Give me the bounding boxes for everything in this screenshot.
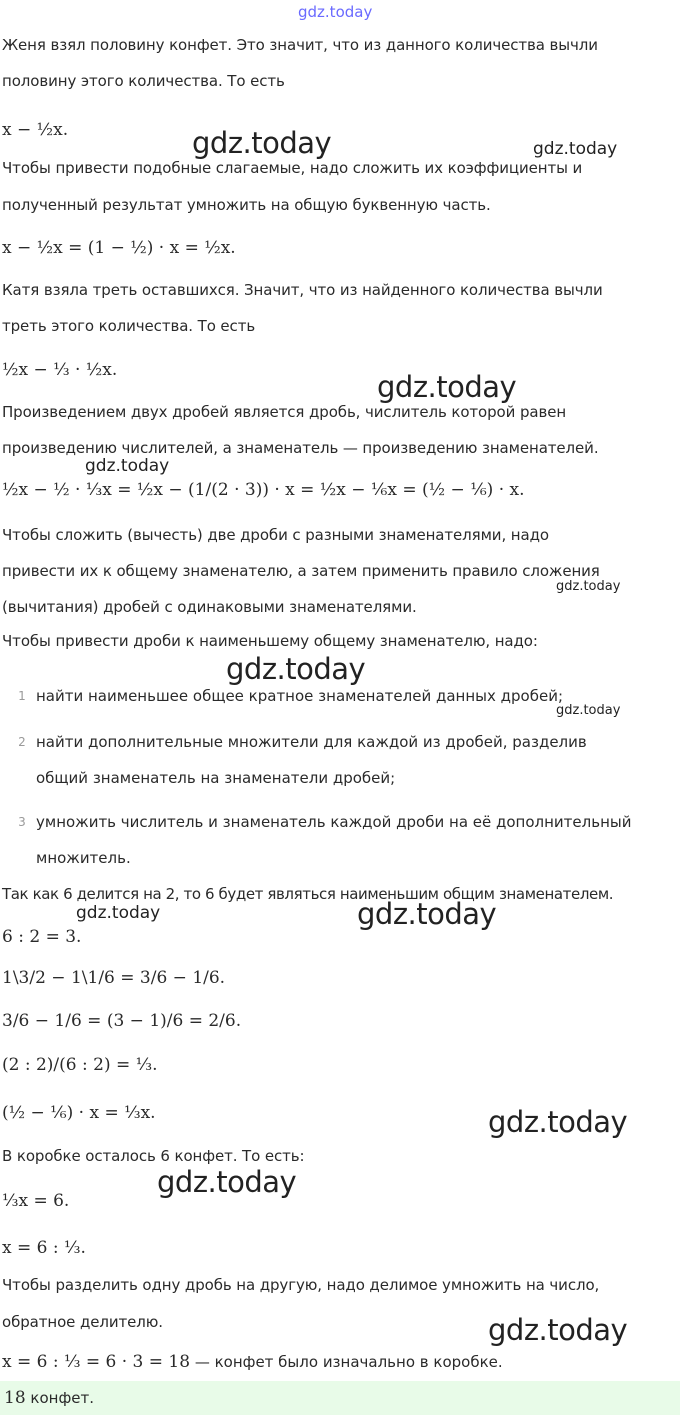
step-text: найти наименьшее общее кратное знаменателей данных дробей; [36, 687, 563, 705]
math-line-7: 3/6 − 1/6 = (3 − 1)/6 = 2/6. [2, 1011, 242, 1031]
paragraph-1-line-2: половину этого количества. То есть [2, 72, 285, 90]
step-text-continuation: общий знаменатель на знаменатели дробей; [36, 769, 396, 787]
watermark: gdz.today [192, 126, 332, 160]
math-line-2: x − ½x = (1 − ½) · x = ½x. [2, 238, 236, 258]
math-line-4: ½x − ½ · ⅓x = ½x − (1/(2 · 3)) · x = ½x − ⅙x = (½ − ⅙) · x. [2, 480, 525, 500]
paragraph-1-line-1: Женя взял половину конфет. Это значит, что из данного количества вычли [2, 36, 598, 54]
answer-number: 18 [4, 1388, 26, 1408]
math-line-3: ½x − ⅓ · ½x. [2, 360, 118, 380]
math-line-5: 6 : 2 = 3. [2, 927, 82, 947]
paragraph-4-line-1: Произведением двух дробей является дробь, числитель которой равен [2, 403, 567, 421]
math-line-8: (2 : 2)/(6 : 2) = ⅓. [2, 1055, 158, 1075]
math-tail-text: — конфет было изначально в коробке. [190, 1353, 503, 1371]
paragraph-4-line-2: произведению числителей, а знаменатель — произведению знаменателей. [2, 439, 599, 457]
answer [4, 1388, 94, 1408]
paragraph-5-line-3: (вычитания) дробей с одинаковыми знаменателями. [2, 598, 417, 616]
watermark: gdz.today [488, 1105, 628, 1139]
step-number: 2 [18, 735, 26, 749]
paragraph-8: В коробке осталось 6 конфет. То есть: [2, 1147, 305, 1165]
math-line-12 [2, 1352, 503, 1372]
watermark: gdz.today [85, 456, 170, 476]
step-text-continuation: множитель. [36, 849, 131, 867]
paragraph-7: Так как 6 делится на 2, то 6 будет являться наименьшим общим знаменателем. [2, 885, 614, 903]
paragraph-5-line-1: Чтобы сложить (вычесть) две дроби с разными знаменателями, надо [2, 526, 549, 544]
paragraph-9-line-1: Чтобы разделить одну дробь на другую, надо делимое умножить на число, [2, 1276, 600, 1294]
paragraph-2-line-2: полученный результат умножить на общую буквенную часть. [2, 196, 491, 214]
math-line-9: (½ − ⅙) · x = ⅓x. [2, 1103, 156, 1123]
math-expression: x = 6 : ⅓ = 6 · 3 = 18 [2, 1352, 191, 1372]
watermark: gdz.today [226, 652, 366, 686]
watermark: gdz.today [76, 903, 161, 923]
watermark: gdz.today [556, 703, 621, 718]
watermark: gdz.today [157, 1165, 297, 1199]
paragraph-3-line-2: треть этого количества. То есть [2, 317, 256, 335]
math-line-10: ⅓x = 6. [2, 1191, 70, 1211]
step-text: найти дополнительные множители для каждой из дробей, разделив [36, 733, 587, 751]
watermark: gdz.today [357, 897, 497, 931]
paragraph-3-line-1: Катя взяла треть оставшихся. Значит, что из найденного количества вычли [2, 281, 603, 299]
step-number: 1 [18, 689, 26, 703]
answer-bar [0, 1381, 680, 1415]
paragraph-5-line-2: привести их к общему знаменателю, а затем применить правило сложения [2, 562, 600, 580]
top-watermark: gdz.today [298, 3, 373, 21]
math-line-6: 1\3/2 − 1\1/6 = 3/6 − 1/6. [2, 968, 226, 988]
watermark: gdz.today [377, 370, 517, 404]
step-number: 3 [18, 815, 26, 829]
watermark: gdz.today [533, 139, 618, 159]
answer-label: конфет. [25, 1389, 95, 1407]
paragraph-2-line-1: Чтобы привести подобные слагаемые, надо сложить их коэффициенты и [2, 159, 583, 177]
math-line-1: x − ½x. [2, 120, 69, 140]
step-text: умножить числитель и знаменатель каждой дроби на её дополнительный [36, 813, 632, 831]
watermark: gdz.today [556, 579, 621, 594]
paragraph-6: Чтобы привести дроби к наименьшему общему знаменателю, надо: [2, 632, 538, 650]
paragraph-9-line-2: обратное делителю. [2, 1313, 163, 1331]
watermark: gdz.today [488, 1313, 628, 1347]
math-line-11: x = 6 : ⅓. [2, 1238, 86, 1258]
